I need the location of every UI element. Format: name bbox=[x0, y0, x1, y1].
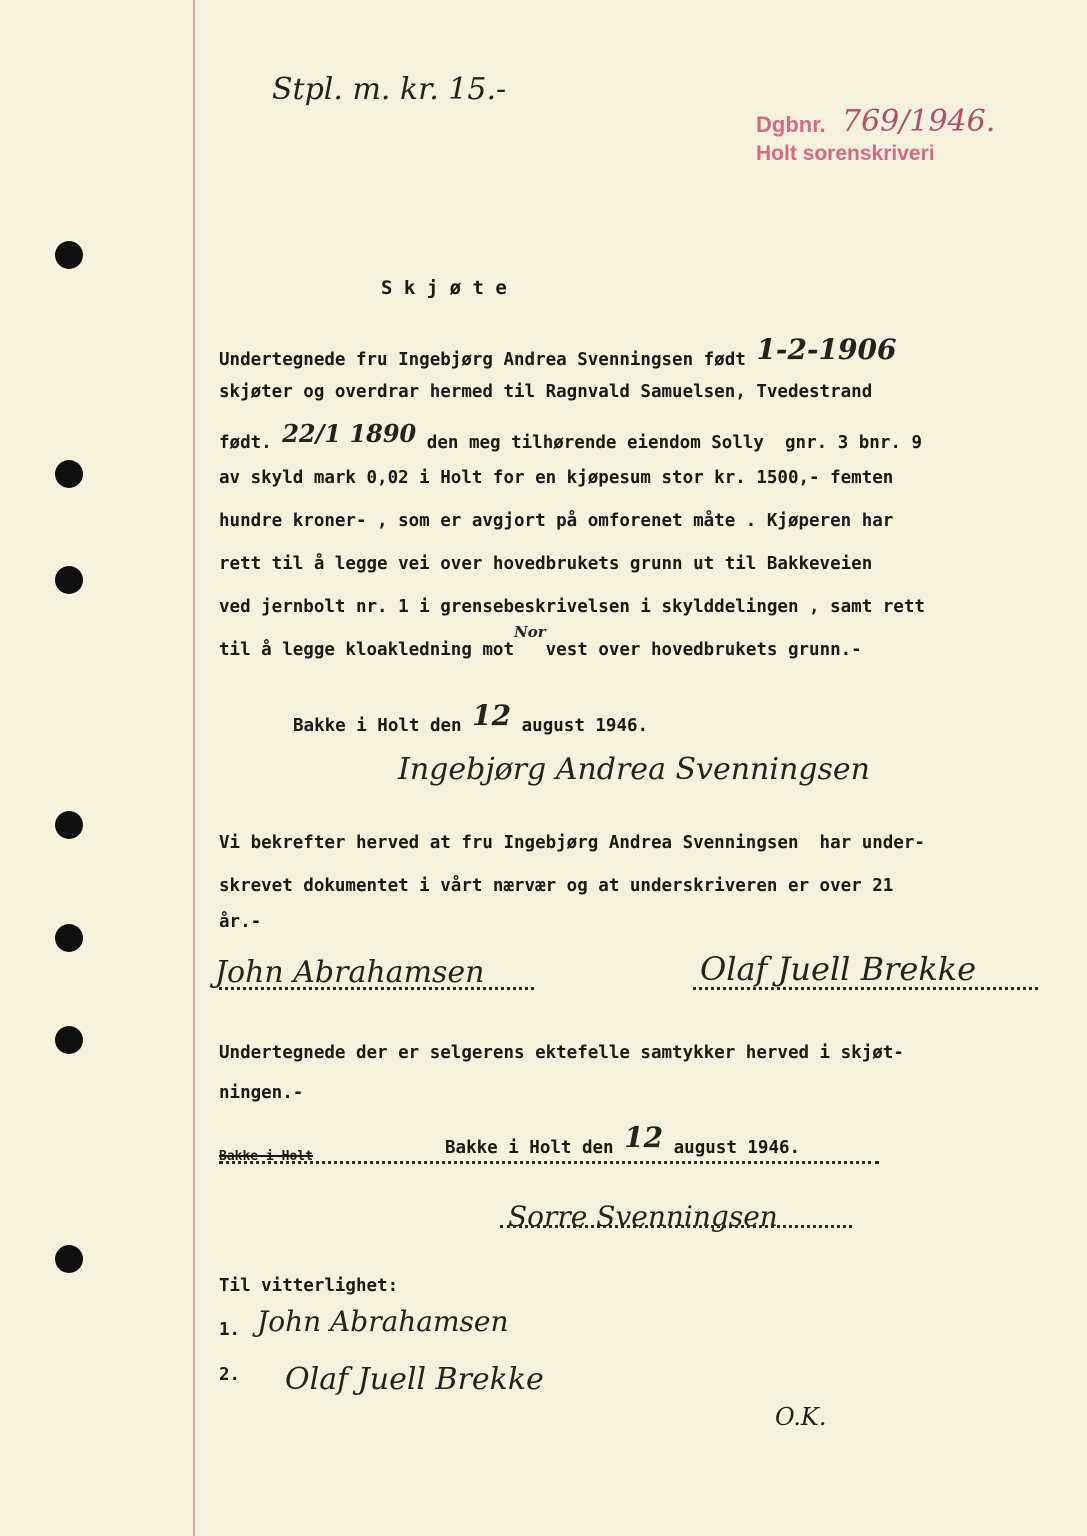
handwritten-insertion: Nor bbox=[514, 623, 546, 641]
punch-hole bbox=[55, 566, 83, 594]
signature-line bbox=[219, 1161, 879, 1164]
stamp-number: 769/1946. bbox=[842, 104, 996, 139]
birth-date-seller: 1-2-1906 bbox=[756, 333, 897, 366]
seller-signature: Ingebjørg Andrea Svenningsen bbox=[398, 752, 870, 787]
day-handwritten: 12 bbox=[472, 699, 512, 732]
punch-hole bbox=[55, 811, 83, 839]
document-title: S k j ø t e bbox=[381, 277, 507, 299]
stamp-office: Holt sorenskriveri bbox=[756, 142, 935, 165]
consent-line: ningen.- bbox=[219, 1083, 304, 1103]
fee-note: Stpl. m. kr. 15.- bbox=[272, 72, 507, 107]
signature-line bbox=[693, 987, 1038, 990]
punch-hole bbox=[55, 241, 83, 269]
attestation-number: 2. bbox=[219, 1365, 241, 1385]
attestation-number: 1. bbox=[219, 1320, 241, 1340]
body-line: Undertegnede fru Ingebjørg Andrea Svenningsen født 1-2-1906 bbox=[219, 333, 897, 370]
day-handwritten: 12 bbox=[624, 1121, 664, 1154]
attestation-signature-2: Olaf Juell Brekke bbox=[285, 1362, 544, 1397]
margin-line bbox=[193, 0, 195, 1536]
body-line: født. 22/1 1890 den meg tilhørende eiendom Solly gnr. 3 bnr. 9 bbox=[219, 419, 922, 453]
witness-signature-left: John Abrahamsen bbox=[215, 955, 485, 990]
spouse-signature: Sorre Svenningsen bbox=[508, 1200, 778, 1233]
body-line: av skyld mark 0,02 i Holt for en kjøpesum stor kr. 1500,- femten bbox=[219, 468, 894, 488]
punch-hole bbox=[55, 1026, 83, 1054]
signature-line bbox=[500, 1225, 852, 1228]
body-line: ved jernbolt nr. 1 i grensebeskrivelsen i skylddelingen , samt rett bbox=[219, 597, 925, 617]
attestation-signature-1: John Abrahamsen bbox=[257, 1305, 509, 1338]
stamp-label: Dgbnr. bbox=[756, 112, 826, 137]
body-line: hundre kroner- , som er avgjort på omforenet måte . Kjøperen har bbox=[219, 511, 894, 531]
birth-date-buyer: 22/1 1890 bbox=[282, 419, 417, 448]
statement-line: år.- bbox=[219, 912, 262, 932]
witness-signature-right: Olaf Juell Brekke bbox=[700, 950, 977, 988]
body-line: rett til å legge vei over hovedbrukets grunn ut til Bakkeveien bbox=[219, 554, 873, 574]
consent-line: Undertegnede der er selgerens ektefelle samtykker herved i skjøt- bbox=[219, 1043, 904, 1063]
body-line: skjøter og overdrar hermed til Ragnvald Samuelsen, Tvedestrand bbox=[219, 382, 873, 402]
signature-line bbox=[219, 987, 534, 990]
ok-mark: O.K. bbox=[775, 1403, 827, 1431]
punch-hole bbox=[55, 1245, 83, 1273]
punch-hole bbox=[55, 924, 83, 952]
body-line: til å legge kloakledning motNorvest over hovedbrukets grunn.- bbox=[219, 623, 862, 660]
place-date-2: Bakke i Holt den 12 august 1946. bbox=[445, 1121, 801, 1158]
struck-place: Bakke i Holt bbox=[219, 1149, 313, 1164]
place-date-1: Bakke i Holt den 12 august 1946. bbox=[293, 699, 649, 736]
statement-line: skrevet dokumentet i vårt nærvær og at underskriveren er over 21 bbox=[219, 876, 894, 896]
punch-hole bbox=[55, 460, 83, 488]
attestation-heading: Til vitterlighet: bbox=[219, 1276, 399, 1296]
statement-line: Vi bekrefter herved at fru Ingebjørg Andrea Svenningsen har under- bbox=[219, 833, 925, 853]
